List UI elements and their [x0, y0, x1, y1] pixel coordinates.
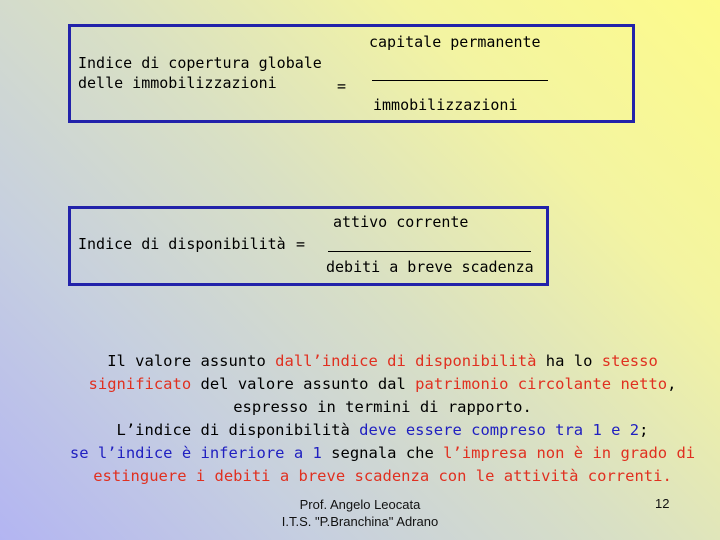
- para-s9: deve essere compreso tra 1 e 2: [359, 421, 640, 439]
- page-number: 12: [655, 496, 670, 511]
- formula1-denominator: immobilizzazioni: [373, 96, 518, 114]
- para-s13: l’impresa non è in grado di estinguere i debiti a breve scadenza con le attività correnti.: [93, 444, 696, 485]
- para-s5: del valore assunto dal: [191, 375, 416, 393]
- formula2-denominator: debiti a breve scadenza: [326, 258, 534, 276]
- para-s6: patrimonio circolante netto: [415, 375, 668, 393]
- explanation-paragraph: [60, 350, 705, 488]
- para-s11: se l’indice è inferiore a 1: [69, 444, 322, 462]
- para-s4: stesso significato: [88, 352, 658, 393]
- para-s8: L’indice di disponibilità: [116, 421, 360, 439]
- formula2-label: Indice di disponibilità: [78, 235, 286, 253]
- para-s7: , espresso in termini di rapporto.: [233, 375, 677, 416]
- footer-author: Prof. Angelo Leocata: [299, 497, 421, 512]
- formula1-numerator: capitale permanente: [369, 33, 541, 51]
- formula1-label-line2: delle immobilizzazioni: [78, 74, 277, 92]
- formula1-fraction-line: [372, 80, 548, 81]
- formula2-fraction-line: [328, 251, 531, 252]
- formula1-label-line1: Indice di copertura globale: [78, 54, 322, 72]
- para-s10: ;: [639, 421, 649, 439]
- para-s1: Il valore assunto: [107, 352, 276, 370]
- para-s2: dall’indice di disponibilità: [275, 352, 537, 370]
- para-s12: segnala che: [321, 444, 444, 462]
- formula2-equals: =: [296, 235, 306, 253]
- formula2-numerator: attivo corrente: [333, 213, 469, 231]
- para-s3: ha lo: [536, 352, 602, 370]
- footer-school: I.T.S. "P.Branchina" Adrano: [281, 514, 439, 529]
- formula1-equals: =: [337, 77, 347, 95]
- footer: [250, 496, 470, 530]
